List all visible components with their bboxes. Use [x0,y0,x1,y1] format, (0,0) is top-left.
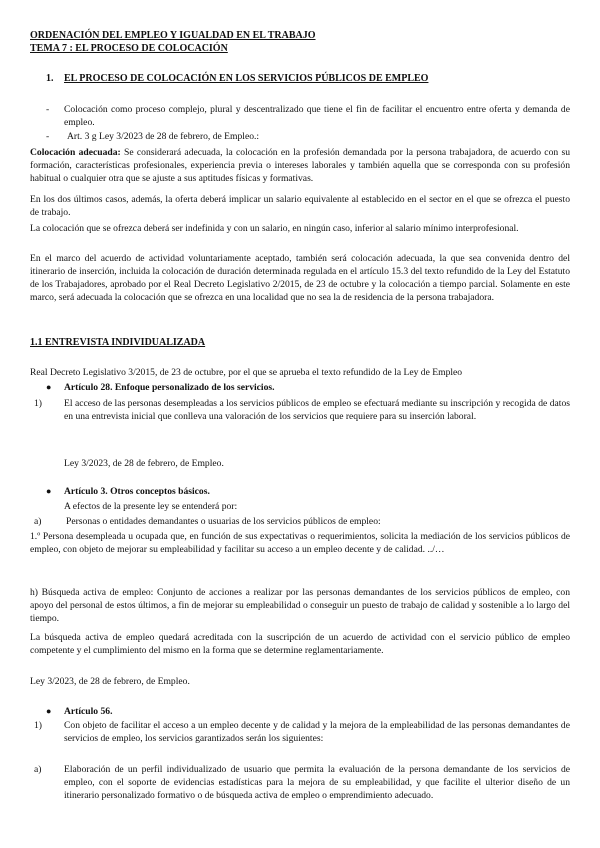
definition-paragraph [30,146,570,185]
article-intro: A efectos de la presente ley se entenderá por: [64,501,238,512]
list-letter: a) [34,516,42,527]
article-title: Artículo 56. [64,706,113,717]
definition-label: Colocación adecuada: [30,147,121,158]
dash-marker: - [46,104,50,115]
dash-marker: - [46,131,50,142]
list-number: 1) [34,398,42,409]
article-text: Elaboración de un perfil individualizado de usuario que permita la evaluación de la persona demandante de los servicios de empleo, con el soporte de evidencias estadísticas para la mejora de su empleabilidad, y que facilite el ulterior diseño de un itinerario personalizado formativo o de búsqueda activa de empleo o emprendimiento adecuado. [64,764,570,801]
law-reference: Ley 3/2023, de 28 de febrero, de Empleo. [64,458,224,469]
paragraph: h) Búsqueda activa de empleo: Conjunto de acciones a realizar por las personas demandantes de los servicios públicos de empleo, con apoyo del personal de estos últimos, a fin de mejorar su empleabilidad o conseguir un puesto de trabajo de calidad y sostenible a lo largo del tiempo. [30,587,570,624]
document-subtitle: TEMA 7 : EL PROCESO DE COLOCACIÓN [30,43,228,54]
paragraph: La búsqueda activa de empleo quedará acreditada con la suscripción de un acuerdo de actividad con el servicio público de empleo competente y el cumplimiento del mismo en la forma que se determine reglamentariamente. [30,632,570,656]
section-heading: EL PROCESO DE COLOCACIÓN EN LOS SERVICIOS PÚBLICOS DE EMPLEO [64,73,429,84]
list-letter: a) [34,764,42,775]
law-reference: Ley 3/2023, de 28 de febrero, de Empleo. [30,676,190,687]
paragraph: La colocación que se ofrezca deberá ser indefinida y con un salario, en ningún caso, inferior al salario mínimo interprofesional. [30,223,519,234]
paragraph: En los dos últimos casos, además, la oferta deberá implicar un salario equivalente al establecido en el sector en el que se ofrezca el puesto de trabajo. [30,194,570,218]
paragraph: 1.º Persona desempleada u ocupada que, en función de sus expectativas o requerimientos, solicita la mediación de los servicios públicos de empleo, con objeto de mejorar su empleabilidad y facilitar su acceso a un empleo decente y de calidad. ../… [30,531,570,555]
definition-text: Se considerará adecuada, la colocación en la profesión demandada por la persona trabajadora, de acuerdo con su formación, características profesionales, experiencia previa o intereses laborales y también aquella que se corresponda con su profesión habitual o cualquier otra que se ajuste a sus aptitudes físicas y formativas. [30,147,570,184]
list-number: 1) [34,720,42,731]
subsection-heading: 1.1 ENTREVISTA INDIVIDUALIZADA [30,337,206,348]
article-title: Artículo 3. Otros conceptos básicos. [64,486,210,497]
dash-item: Colocación como proceso complejo, plural y descentralizado que tiene el fin de facilitar el encuentro entre oferta y demanda de empleo. [64,104,570,128]
bullet-icon: ● [46,706,52,716]
article-text: Con objeto de facilitar el acceso a un empleo decente y de calidad y la mejora de la empleabilidad de las personas demandantes de servicios de empleo, los servicios garantizados serán los siguientes: [64,720,570,744]
article-text: El acceso de las personas desempleadas a los servicios públicos de empleo se efectuará mediante su inscripción y recogida de datos en una entrevista inicial que conlleva una valoración de los servicios que requiere para su inserción laboral. [64,398,570,422]
document-title: ORDENACIÓN DEL EMPLEO Y IGUALDAD EN EL TRABAJO [30,30,316,41]
paragraph: Real Decreto Legislativo 3/2015, de 23 de octubre, por el que se aprueba el texto refundido de la Ley de Empleo [30,367,463,378]
section-number: 1. [46,73,54,84]
dash-item: Art. 3 g Ley 3/2023 de 28 de febrero, de Empleo.: [67,131,260,142]
article-title: Artículo 28. Enfoque personalizado de los servicios. [64,382,275,393]
paragraph: En el marco del acuerdo de actividad voluntariamente aceptado, también será colocación adecuada, la que sea convenida dentro del itinerario de inserción, incluida la colocación de duración determinada regulada en el artículo 15.3 del texto refundido de la Ley del Estatuto de los Trabajadores, aprobado por el Real Decreto Legislativo 2/2015, de 23 de octubre y la colocación a tiempo parcial. Solamente en este marco, será adecuada la colocación que se ofrezca en una localidad que no sea la de residencia de la persona trabajadora. [30,253,570,303]
bullet-icon: ● [46,486,52,496]
article-text: Personas o entidades demandantes o usuarias de los servicios públicos de empleo: [66,516,381,527]
bullet-icon: ● [46,382,52,392]
